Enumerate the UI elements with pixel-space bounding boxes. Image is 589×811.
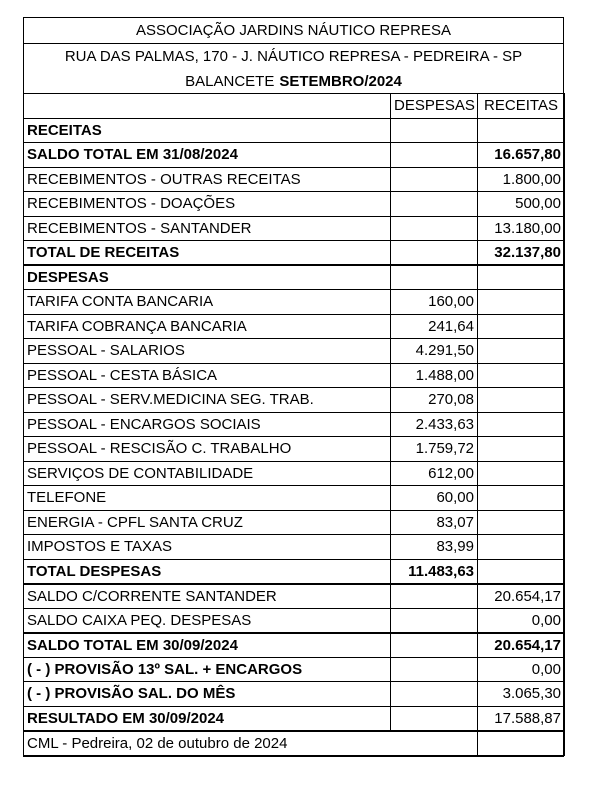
row-receita: 0,00 <box>478 657 565 682</box>
row-receita <box>478 339 565 364</box>
receitas-column-header: RECEITAS <box>478 94 565 119</box>
saldo-inicial-row <box>24 143 565 168</box>
row-receita: 1.800,00 <box>478 167 565 192</box>
table-row <box>24 535 565 560</box>
row-receita <box>478 118 565 143</box>
section-despesas-row <box>24 265 565 290</box>
resultado-row <box>24 706 565 731</box>
row-label: TARIFA CONTA BANCARIA <box>24 290 391 315</box>
row-label: SERVIÇOS DE CONTABILIDADE <box>24 461 391 486</box>
row-despesa <box>391 682 478 707</box>
row-despesa <box>391 192 478 217</box>
row-despesa: 11.483,63 <box>391 559 478 584</box>
row-despesa: 60,00 <box>391 486 478 511</box>
row-receita: 16.657,80 <box>478 143 565 168</box>
table-row <box>24 584 565 609</box>
row-despesa <box>391 706 478 731</box>
row-label: PESSOAL - SERV.MEDICINA SEG. TRAB. <box>24 388 391 413</box>
row-receita <box>478 559 565 584</box>
column-header-row <box>24 94 565 119</box>
row-receita <box>478 437 565 462</box>
row-despesa: 241,64 <box>391 314 478 339</box>
row-receita <box>478 388 565 413</box>
row-label: DESPESAS <box>24 265 391 290</box>
row-label: TELEFONE <box>24 486 391 511</box>
row-label: SALDO C/CORRENTE SANTANDER <box>24 584 391 609</box>
row-receita: 500,00 <box>478 192 565 217</box>
row-despesa <box>391 584 478 609</box>
row-label: SALDO CAIXA PEQ. DESPESAS <box>24 608 391 633</box>
row-despesa <box>391 118 478 143</box>
row-receita <box>478 290 565 315</box>
row-despesa: 4.291,50 <box>391 339 478 364</box>
row-receita <box>478 363 565 388</box>
row-receita: 13.180,00 <box>478 216 565 241</box>
section-receitas-row <box>24 118 565 143</box>
table-row <box>24 412 565 437</box>
row-despesa: 83,07 <box>391 510 478 535</box>
row-despesa <box>391 241 478 266</box>
row-receita: 3.065,30 <box>478 682 565 707</box>
row-receita: 0,00 <box>478 608 565 633</box>
footer-note: CML - Pedreira, 02 de outubro de 2024 <box>24 731 478 756</box>
total-despesas-row <box>24 559 565 584</box>
report-title <box>24 69 563 94</box>
row-label: TOTAL DESPESAS <box>24 559 391 584</box>
footer-empty-cell <box>478 731 565 756</box>
row-label: RESULTADO EM 30/09/2024 <box>24 706 391 731</box>
table-row <box>24 363 565 388</box>
row-label: PESSOAL - CESTA BÁSICA <box>24 363 391 388</box>
row-receita <box>478 510 565 535</box>
row-label: RECEITAS <box>24 118 391 143</box>
row-label: PESSOAL - ENCARGOS SOCIAIS <box>24 412 391 437</box>
row-despesa: 1.759,72 <box>391 437 478 462</box>
row-label: TARIFA COBRANÇA BANCARIA <box>24 314 391 339</box>
row-despesa: 612,00 <box>391 461 478 486</box>
despesas-column-header: DESPESAS <box>391 94 478 119</box>
row-receita: 20.654,17 <box>478 584 565 609</box>
report-period: SETEMBRO/2024 <box>279 73 402 90</box>
table-row <box>24 339 565 364</box>
table-row <box>24 486 565 511</box>
table-row <box>24 192 565 217</box>
table-row <box>24 388 565 413</box>
label-column-header <box>24 94 391 119</box>
row-label: PESSOAL - RESCISÃO C. TRABALHO <box>24 437 391 462</box>
row-despesa: 83,99 <box>391 535 478 560</box>
row-receita: 17.588,87 <box>478 706 565 731</box>
row-despesa: 2.433,63 <box>391 412 478 437</box>
balancete-sheet <box>23 17 564 757</box>
table-row <box>24 314 565 339</box>
row-label: PESSOAL - SALARIOS <box>24 339 391 364</box>
row-receita <box>478 535 565 560</box>
row-despesa <box>391 657 478 682</box>
association-name: ASSOCIAÇÃO JARDINS NÁUTICO REPRESA <box>24 18 563 44</box>
row-label: SALDO TOTAL EM 31/08/2024 <box>24 143 391 168</box>
row-despesa <box>391 608 478 633</box>
table-row <box>24 216 565 241</box>
row-despesa <box>391 167 478 192</box>
table-row <box>24 510 565 535</box>
table-row <box>24 437 565 462</box>
row-receita <box>478 412 565 437</box>
row-receita: 32.137,80 <box>478 241 565 266</box>
row-label: SALDO TOTAL EM 30/09/2024 <box>24 633 391 658</box>
row-label: RECEBIMENTOS - DOAÇÕES <box>24 192 391 217</box>
row-despesa: 1.488,00 <box>391 363 478 388</box>
row-label: RECEBIMENTOS - SANTANDER <box>24 216 391 241</box>
row-despesa: 270,08 <box>391 388 478 413</box>
row-label: RECEBIMENTOS - OUTRAS RECEITAS <box>24 167 391 192</box>
row-receita <box>478 461 565 486</box>
row-receita <box>478 486 565 511</box>
row-receita <box>478 265 565 290</box>
report-title-prefix: BALANCETE <box>185 73 275 90</box>
row-despesa <box>391 633 478 658</box>
row-despesa: 160,00 <box>391 290 478 315</box>
row-label: ( - ) PROVISÃO 13º SAL. + ENCARGOS <box>24 657 391 682</box>
row-label: ENERGIA - CPFL SANTA CRUZ <box>24 510 391 535</box>
address: RUA DAS PALMAS, 170 - J. NÁUTICO REPRESA - PEDREIRA - SP <box>64 48 523 65</box>
row-despesa <box>391 143 478 168</box>
row-despesa <box>391 265 478 290</box>
row-receita: 20.654,17 <box>478 633 565 658</box>
table-row <box>24 290 565 315</box>
footer-row <box>24 731 565 756</box>
table-row <box>24 608 565 633</box>
table-row <box>24 167 565 192</box>
provisao-13-row <box>24 657 565 682</box>
row-label: IMPOSTOS E TAXAS <box>24 535 391 560</box>
balance-table <box>23 93 565 756</box>
saldo-final-row <box>24 633 565 658</box>
row-receita <box>478 314 565 339</box>
provisao-mes-row <box>24 682 565 707</box>
row-label: ( - ) PROVISÃO SAL. DO MÊS <box>24 682 391 707</box>
row-label: TOTAL DE RECEITAS <box>24 241 391 266</box>
total-receitas-row <box>24 241 565 266</box>
table-row <box>24 461 565 486</box>
row-despesa <box>391 216 478 241</box>
